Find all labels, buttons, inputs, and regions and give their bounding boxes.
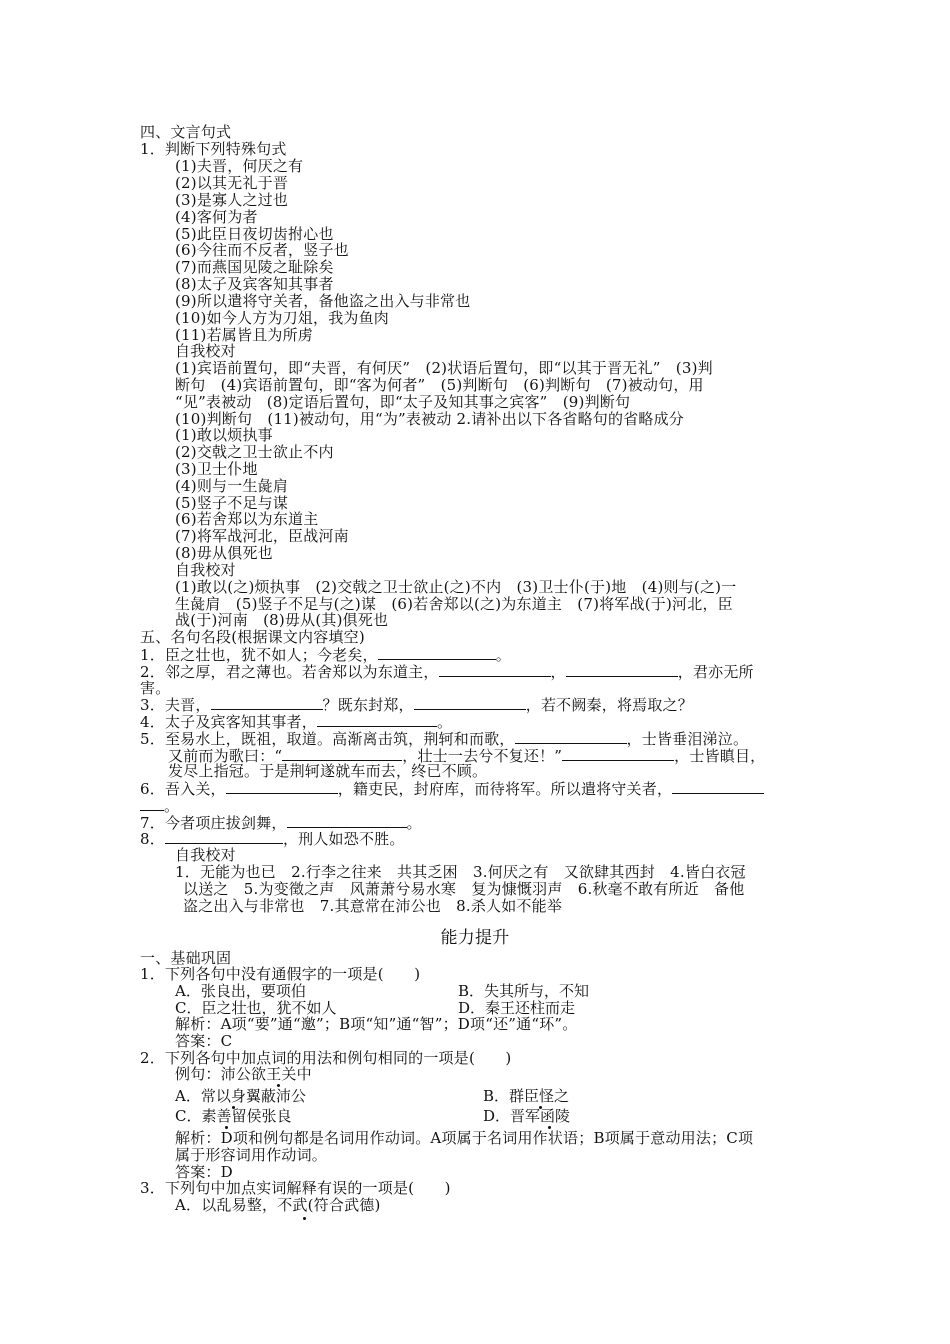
analysis-text: 解析：A项“要”通“邀”；B项“知”通“智”；D项“还”通“环”。: [175, 1015, 578, 1033]
answer-line: 以送之 5.为变徵之声 风萧萧兮易水寒 复为慷慨羽声 6.秋毫不敢有所近 备他: [183, 880, 745, 898]
fill-blank-continuation: 又前而为歌曰：“ ，壮士一去兮不复还！” ，士皆瞋目，: [168, 747, 766, 765]
option-c: C．臣之壮也，犹不如人: [175, 999, 337, 1017]
answer-blank[interactable]: [317, 713, 437, 727]
option-a: A．常以身翼蔽沛公: [175, 1087, 306, 1105]
fill-blank-item: 5．至易水上，既祖，取道。高渐离击筑，荆轲和而歌， ，士皆垂泪涕泣。: [140, 730, 749, 748]
answer-blank[interactable]: [211, 696, 323, 710]
answer-line: (1)敢以(之)烦执事 (2)交戟之卫士欲止(之)不内 (3)卫士仆(于)地 (4)则与(之)一: [175, 578, 737, 596]
answer-blank[interactable]: [226, 780, 338, 794]
subsection-title: 一、基础巩固: [140, 949, 232, 967]
answer-blank[interactable]: [165, 830, 283, 844]
answer-line: 战(于)河南 (8)毋从(其)俱死也: [175, 611, 389, 629]
sentence-item: (8)太子及宾客知其事者: [175, 275, 334, 293]
fill-blank-item: 2．邻之厚，君之薄也。若舍郑以为东道主， ， ，君亦无所: [140, 663, 754, 681]
answer-blank[interactable]: [282, 747, 402, 761]
sentence-item: (6)若舍郑以为东道主: [175, 510, 319, 528]
self-check-label: 自我校对: [175, 561, 236, 579]
sentence-item: (3)是寡人之过也: [175, 191, 289, 209]
sentence-item: (1)夫晋，何厌之有: [175, 157, 304, 175]
question-stem: 3．下列句中加点实词解释有误的一项是( ): [140, 1179, 451, 1197]
option-b: B．群臣怪之: [483, 1087, 570, 1105]
fill-blank-continuation: 发尽上指冠。于是荆轲遂就车而去，终已不顾。: [168, 762, 488, 780]
answer-blank[interactable]: [672, 780, 764, 794]
option-a: A．以乱易整，不武(符合武德): [175, 1196, 381, 1214]
answer-blank[interactable]: [515, 730, 627, 744]
question-heading: 1．判断下列特殊句式: [140, 140, 287, 158]
sentence-item: (10)如今人方为刀俎，我为鱼肉: [175, 309, 389, 327]
fill-blank-item: 4．太子及宾客知其事者， 。: [140, 713, 453, 731]
fill-blank-continuation: 。: [140, 797, 179, 815]
analysis-text: 属于形容词用作动词。: [175, 1146, 328, 1164]
sentence-item: (3)卫士仆地: [175, 460, 258, 478]
fill-blank-continuation: 害。: [140, 679, 171, 697]
answer-blank[interactable]: [439, 663, 551, 677]
sentence-item: (1)敢以烦执事: [175, 426, 273, 444]
sentence-item: (8)毋从俱死也: [175, 544, 273, 562]
answer-blank[interactable]: [414, 696, 526, 710]
option-b: B．失其所与，不知: [458, 982, 590, 1000]
sentence-item: (2)以其无礼于晋: [175, 174, 289, 192]
sentence-item: (7)将军战河北，臣战河南: [175, 527, 349, 545]
sentence-item: (11)若属皆且为所虏: [175, 326, 313, 344]
sentence-item: (5)竖子不足与谋: [175, 494, 289, 512]
fill-blank-item: 6．吾入关， ，籍吏民，封府库，而待将军。所以遣将守关者，: [140, 780, 764, 798]
answer-blank[interactable]: [378, 646, 496, 660]
answer-blank[interactable]: [562, 747, 674, 761]
sentence-item: (2)交戟之卫士欲止不内: [175, 443, 334, 461]
question-stem: 1．下列各句中没有通假字的一项是( ): [140, 965, 421, 983]
analysis-text: 解析：D项和例句都是名词用作动词。A项属于名词用作状语；B项属于意动用法；C项: [175, 1129, 754, 1147]
answer-blank[interactable]: [140, 797, 164, 811]
answer-blank[interactable]: [566, 663, 678, 677]
answer-blank[interactable]: [287, 814, 407, 828]
option-d: D．晋军函陵: [483, 1107, 571, 1125]
answer-text: 答案：C: [175, 1032, 233, 1050]
emphasis-dot: [303, 1217, 306, 1220]
sentence-item: (9)所以遣将守关者，备他盗之出入与非常也: [175, 292, 471, 310]
fill-blank-item: 8． ，刑人如恐不胜。: [140, 830, 405, 848]
answer-line: (1)宾语前置句，即“夫晋，有何厌” (2)状语后置句，即“以其于晋无礼” (3)判: [175, 359, 713, 377]
sentence-item: (4)客何为者: [175, 208, 258, 226]
fill-blank-item: 3．夫晋， ？既东封郑， ，若不阙秦，将焉取之？: [140, 696, 693, 714]
fill-blank-item: 7．今者项庄拔剑舞， 。: [140, 814, 422, 832]
answer-line: 生彘肩 (5)竖子不足与(之)谋 (6)若舍郑以(之)为东道主 (7)将军战(于)河北，臣: [175, 595, 733, 613]
option-a: A．张良出，要项伯: [175, 982, 306, 1000]
answer-text: 答案：D: [175, 1163, 233, 1181]
section-title: 五、名句名段(根据课文内容填空): [140, 628, 365, 646]
self-check-label: 自我校对: [175, 342, 236, 360]
option-c: C．素善留侯张良: [175, 1107, 292, 1125]
sentence-item: (4)则与一生彘肩: [175, 477, 289, 495]
sentence-item: (6)今往而不反者，竖子也: [175, 241, 349, 259]
answer-line: 断句 (4)宾语前置句，即“客为何者” (5)判断句 (6)判断句 (7)被动句，用: [175, 376, 704, 394]
self-check-label: 自我校对: [175, 846, 236, 864]
question-stem: 2．下列各句中加点词的用法和例句相同的一项是( ): [140, 1049, 512, 1067]
answer-line: (10)判断句 (11)被动句，用“为”表被动 2.请补出以下各省略句的省略成分: [175, 410, 685, 428]
answer-line: 1．无能为也已 2.行李之往来 共其乏困 3.何厌之有 又欲肆其西封 4.皆白衣冠: [175, 863, 746, 881]
option-d: D．秦王还柱而走: [458, 999, 576, 1017]
sentence-item: (7)而燕国见陵之耻除矣: [175, 258, 334, 276]
example-sentence: 例句：沛公欲王关中: [175, 1065, 312, 1083]
section-title: 四、文言句式: [140, 123, 232, 141]
sentence-item: (5)此臣日夜切齿拊心也: [175, 225, 334, 243]
section-heading: 能力提升: [440, 928, 510, 948]
answer-line: 盗之出入与非常也 7.其意常在沛公也 8.杀人如不能举: [183, 897, 563, 915]
fill-blank-item: 1．臣之壮也，犹不如人；今老矣， 。: [140, 646, 511, 664]
answer-line: “见”表被动 (8)定语后置句，即“太子及知其事之宾客” (9)判断句: [175, 393, 631, 411]
